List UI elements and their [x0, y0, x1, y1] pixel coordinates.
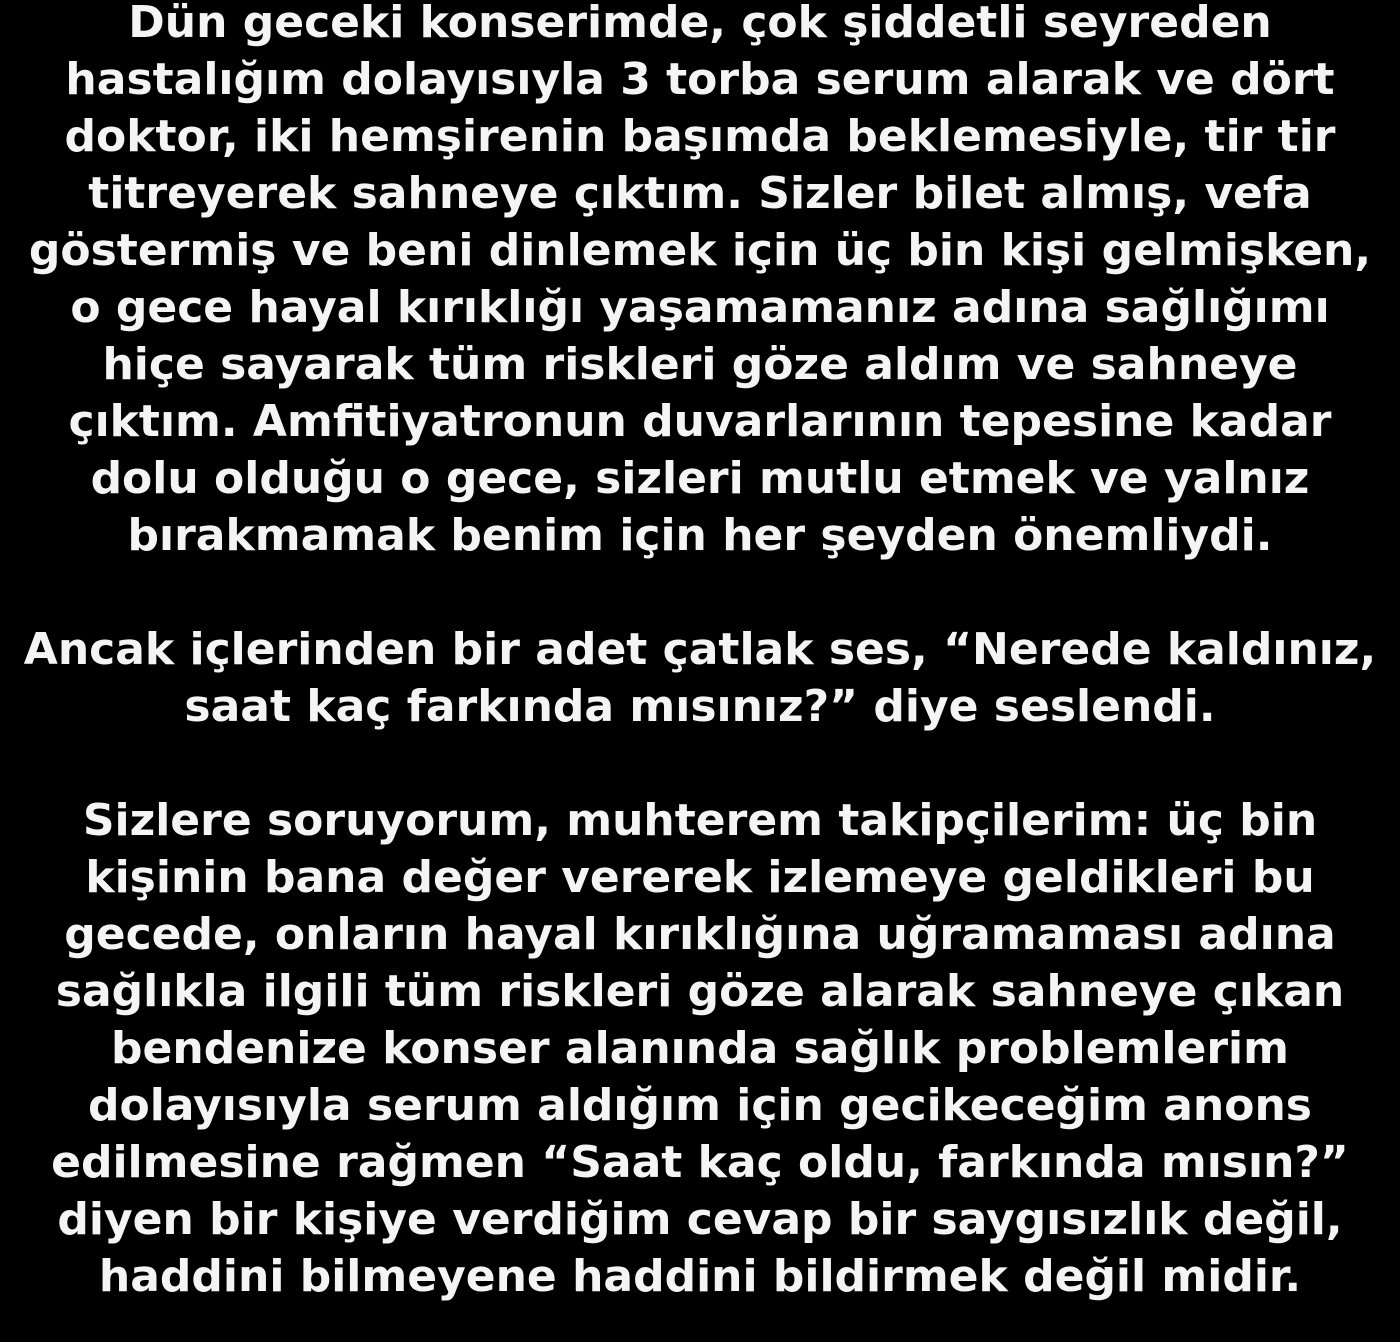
text-line: gecede, onların hayal kırıklığına uğramaması adına [64, 909, 1336, 960]
text-line: göstermiş ve beni dinlemek için üç bin kişi gelmişken, [28, 225, 1372, 276]
text-line: dolu olduğu o gece, sizleri mutlu etmek ve yalnız [90, 453, 1310, 504]
text-line: bırakmamak benim için her şeyden önemliydi. [127, 510, 1273, 561]
text-line: kişinin bana değer vererek izlemeye geldikleri bu [85, 852, 1315, 903]
text-line: dolayısıyla serum aldığım için gecikeceğim anons [87, 1080, 1312, 1131]
paragraph-2 [0, 621, 1400, 735]
paragraph-1 [0, 0, 1400, 564]
text-line: Ancak içlerinden bir adet çatlak ses, “Nerede kaldınız, [23, 624, 1377, 675]
text-line: Sizlere soruyorum, muhterem takipçilerim: üç bin [82, 795, 1318, 846]
text-line: o gece hayal kırıklığı yaşamamanız adına sağlığımı [70, 282, 1330, 333]
text-line: çıktım. Amfitiyatronun duvarlarının tepesine kadar [68, 396, 1332, 447]
text-line: bendenize konser alanında sağlık problemlerim [111, 1023, 1289, 1074]
text-line: doktor, iki hemşirenin başımda beklemesiyle, tir tir [64, 111, 1336, 162]
text-line: haddini bilmeyene haddini bildirmek değil midir. [98, 1251, 1302, 1302]
text-line: edilmesine rağmen “Saat kaç oldu, farkında mısın?” [51, 1137, 1349, 1188]
text-line: titreyerek sahneye çıktım. Sizler bilet almış, vefa [88, 168, 1312, 219]
text-line: saat kaç farkında mısınız?” diye seslendi. [184, 681, 1216, 732]
text-line: hastalığım dolayısıyla 3 torba serum alarak ve dört [65, 54, 1335, 105]
paragraph-3 [0, 792, 1400, 1305]
text-line: Dün geceki konserimde, çok şiddetli seyreden [128, 0, 1272, 48]
text-line: hiçe sayarak tüm riskleri göze aldım ve sahneye [102, 339, 1298, 390]
text-line: diyen bir kişiye verdiğim cevap bir saygısızlık değil, [57, 1194, 1343, 1245]
text-line: sağlıkla ilgili tüm riskleri göze alarak sahneye çıkan [55, 966, 1345, 1017]
